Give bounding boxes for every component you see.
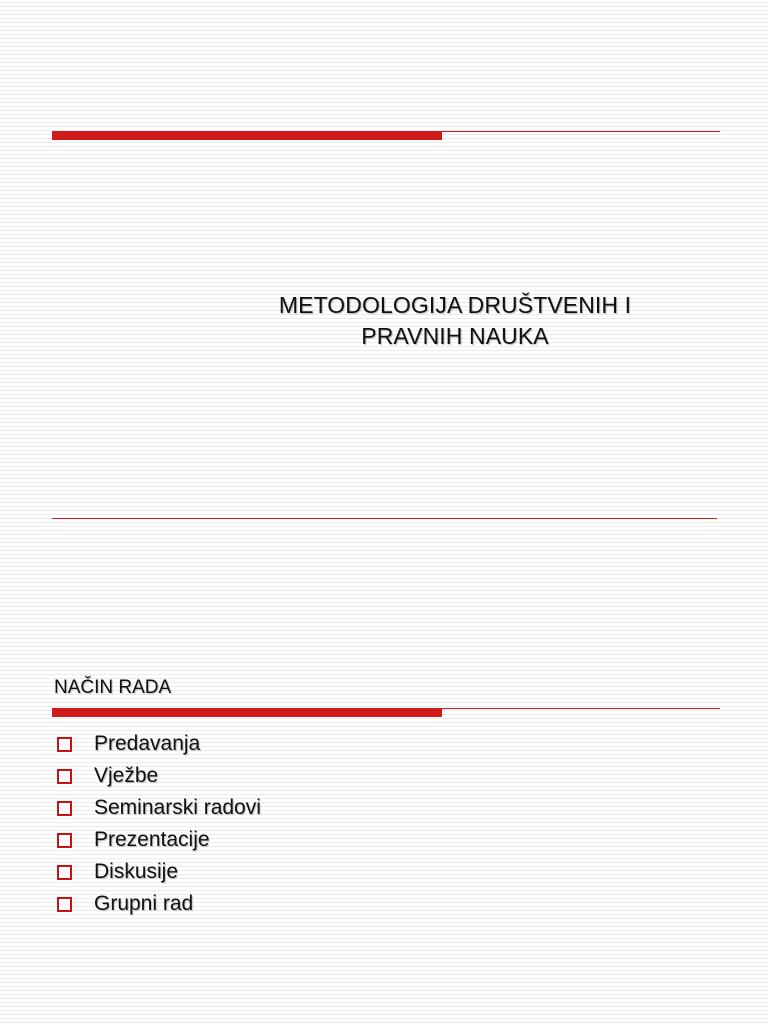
red-accent-line <box>442 708 720 709</box>
red-accent-bar <box>52 708 442 717</box>
list-item-text: Diskusije <box>94 860 179 883</box>
red-accent-bar <box>52 131 442 140</box>
list-item <box>57 856 261 888</box>
slide-title-line-1: METODOLOGIJA DRUŠTVENIH I <box>278 292 632 318</box>
square-bullet-icon <box>57 833 72 848</box>
slide-divider-line <box>52 518 717 519</box>
section-heading: NAČIN RADA <box>54 677 172 698</box>
bullet-list <box>57 728 261 920</box>
square-bullet-icon <box>57 897 72 912</box>
square-bullet-icon <box>57 801 72 816</box>
list-item-text: Prezentacije <box>94 828 210 851</box>
list-item <box>57 760 261 792</box>
list-item-text: Seminarski radovi <box>94 796 261 819</box>
list-item <box>57 824 261 856</box>
square-bullet-icon <box>57 865 72 880</box>
square-bullet-icon <box>57 769 72 784</box>
list-item <box>57 888 261 920</box>
slide-title <box>230 290 680 352</box>
slide-title-line-2: PRAVNIH NAUKA <box>361 323 549 349</box>
list-item-text: Predavanja <box>94 732 201 755</box>
square-bullet-icon <box>57 737 72 752</box>
list-item <box>57 792 261 824</box>
list-item-text: Vježbe <box>94 764 159 787</box>
content-slide <box>0 520 768 1024</box>
red-accent-line <box>442 131 720 132</box>
list-item-text: Grupni rad <box>94 892 194 915</box>
list-item <box>57 728 261 760</box>
